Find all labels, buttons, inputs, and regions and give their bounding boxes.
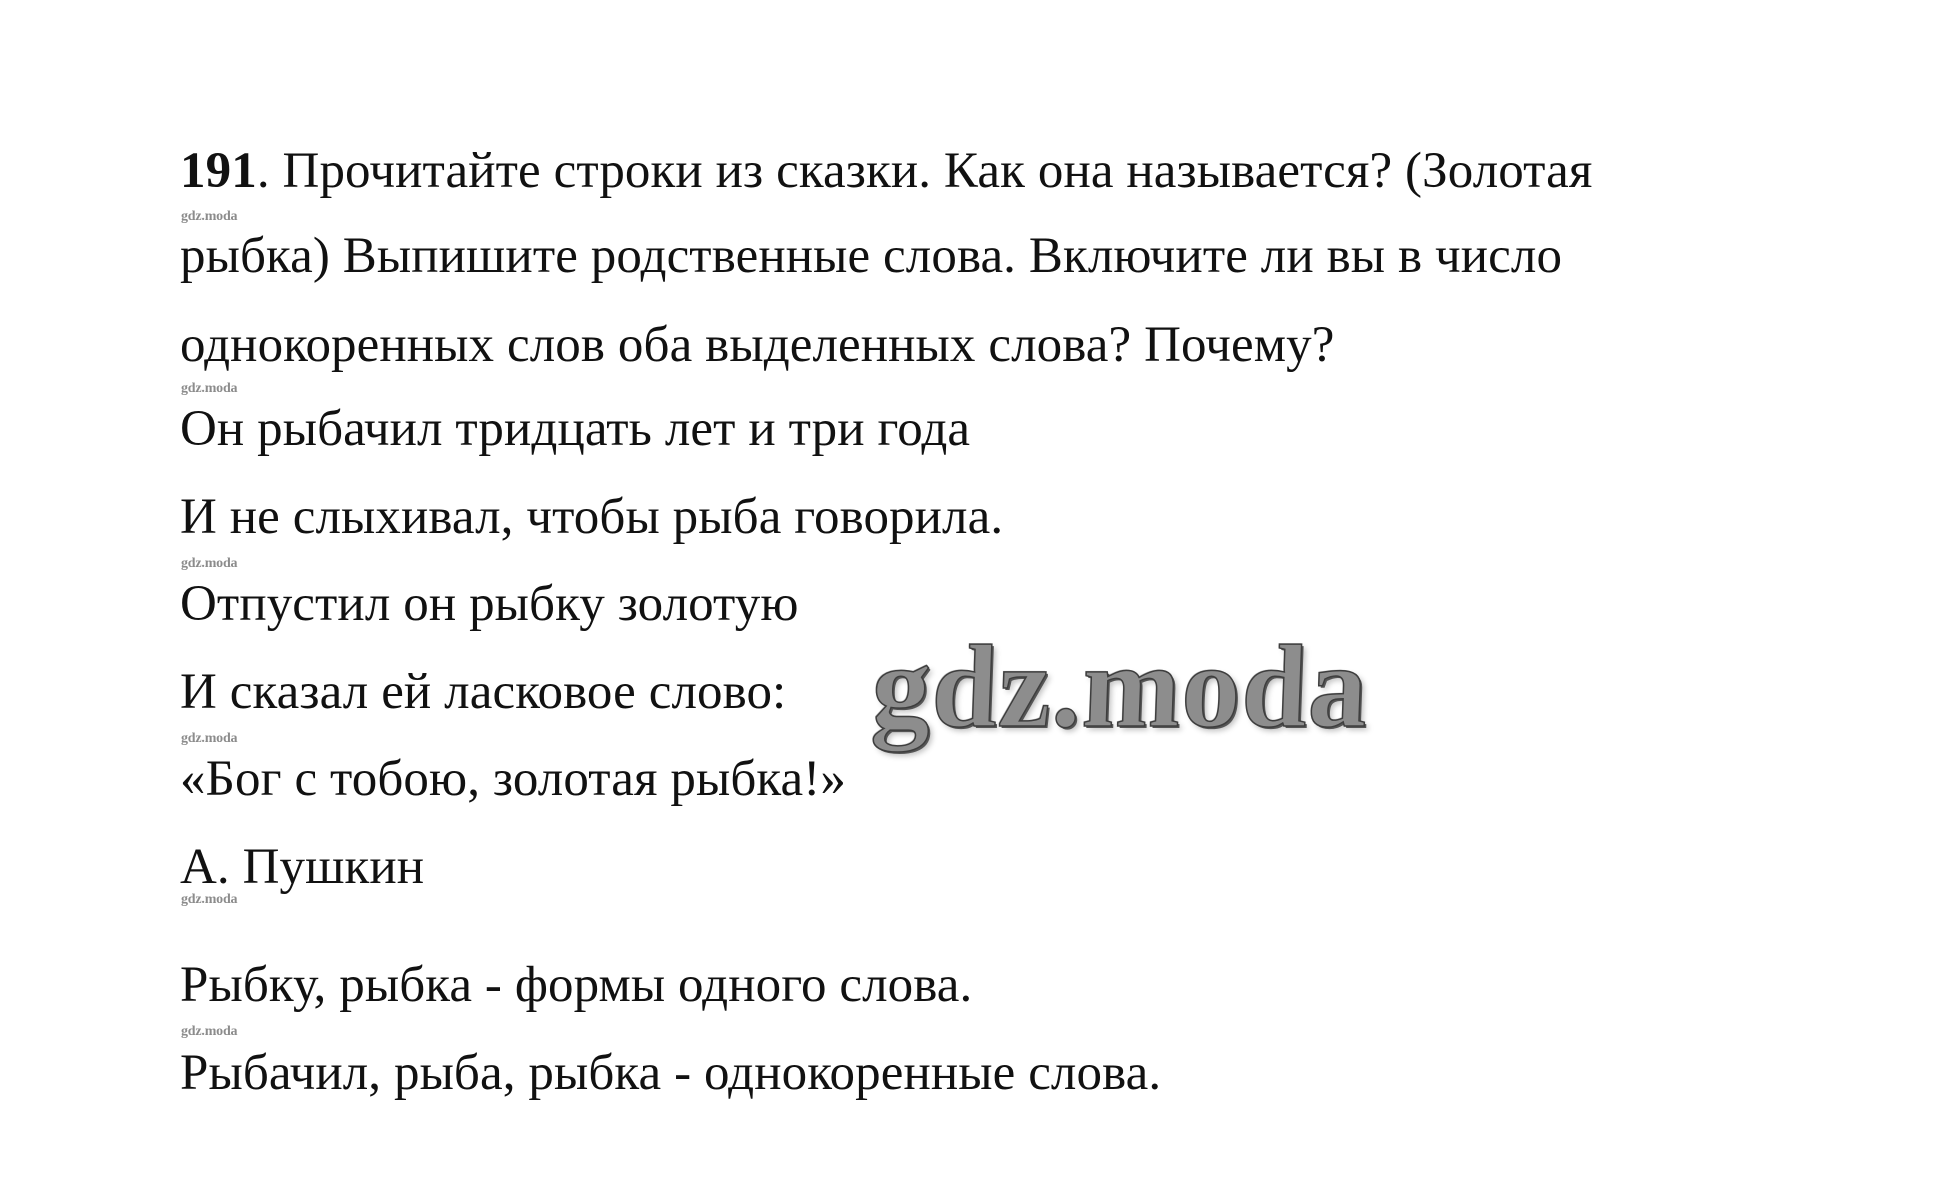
task-line-1: [180, 143, 1593, 199]
task-line-3: однокоренных слов оба выделенных слова? Почему?: [180, 317, 1335, 373]
watermark-small: gdz.moda: [181, 892, 238, 907]
answer-line-2: Рыбачил, рыба, рыбка - однокоренные слова.: [180, 1045, 1162, 1101]
task-line-2: рыбка) Выпишите родственные слова. Включите ли вы в число: [180, 228, 1563, 284]
watermark-small: gdz.moda: [181, 209, 238, 224]
watermark-small: gdz.moda: [181, 381, 238, 396]
task-number: 191: [180, 143, 257, 199]
poem-line-3: Отпустил он рыбку золотую: [180, 576, 799, 632]
watermark-small: gdz.moda: [181, 1024, 238, 1039]
poem-line-1: Он рыбачил тридцать лет и три года: [180, 401, 971, 457]
poem-line-4: И сказал ей ласковое слово:: [180, 664, 787, 720]
watermark-large: gdz.moda: [869, 621, 1371, 752]
poem-line-2: И не слыхивал, чтобы рыба говорила.: [180, 489, 1004, 545]
answer-line-1: Рыбку, рыбка - формы одного слова.: [180, 957, 973, 1013]
poem-line-5: «Бог с тобою, золотая рыбка!»: [180, 751, 846, 807]
poem-author: А. Пушкин: [180, 839, 425, 895]
watermark-small: gdz.moda: [181, 556, 238, 571]
task-line-1-text: . Прочитайте строки из сказки. Как она называется? (Золотая: [256, 143, 1593, 199]
watermark-small: gdz.moda: [181, 731, 238, 746]
